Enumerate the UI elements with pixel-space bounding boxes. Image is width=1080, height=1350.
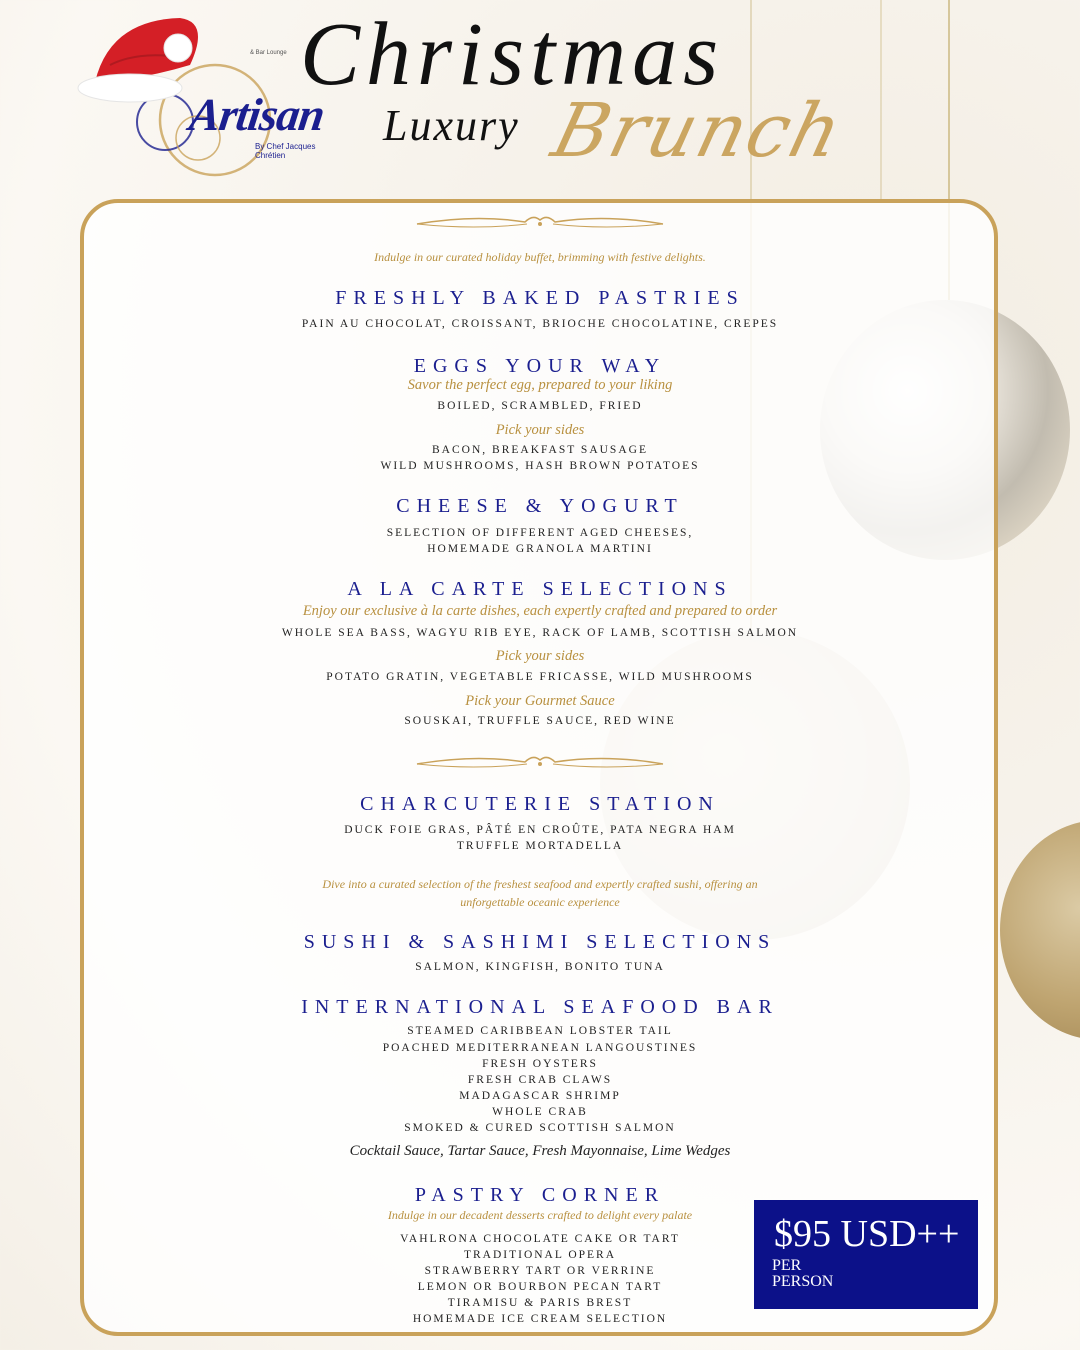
ornament-string	[880, 0, 882, 200]
pastry-description: Indulge in our decadent desserts crafted to delight every palate	[387, 1208, 693, 1222]
charcuterie-items-line1: DUCK FOIE GRAS, PÂTÉ EN CROÛTE, PATA NEGRA HAM	[344, 824, 736, 836]
seafood-intro-line1: Dive into a curated selection of the freshest seafood and expertly crafted sushi, offering an	[322, 877, 758, 891]
pastry-item: VAHLRONA CHOCOLATE CAKE OR TART	[400, 1233, 680, 1245]
pastry-item: TRADITIONAL OPERA	[463, 1249, 617, 1261]
alacarte-sides: POTATO GRATIN, VEGETABLE FRICASSE, WILD MUSHROOMS	[326, 671, 754, 683]
price-per-person	[772, 1258, 833, 1290]
seafood-item: SMOKED & CURED SCOTTISH SALMON	[404, 1122, 676, 1134]
title-christmas: Christmas	[300, 5, 725, 104]
section-title-pastry: PASTRY CORNER	[414, 1184, 666, 1206]
alacarte-sides-label: Pick your sides	[495, 648, 585, 664]
eggs-description: Savor the perfect egg, prepared to your liking	[407, 377, 673, 393]
seafood-item: POACHED MEDITERRANEAN LANGOUSTINES	[382, 1042, 698, 1054]
seafood-item: FRESH OYSTERS	[482, 1058, 598, 1070]
alacarte-sauces: SOUSKAI, TRUFFLE SAUCE, RED WINE	[404, 715, 676, 727]
title-brunch: Brunch	[544, 88, 852, 174]
seafood-item: FRESH CRAB CLAWS	[467, 1074, 613, 1086]
pastry-item: LEMON OR BOURBON PECAN TART	[417, 1281, 663, 1293]
pastries-items: PAIN AU CHOCOLAT, CROISSANT, BRIOCHE CHOCOLATINE, CREPES	[301, 318, 779, 330]
logo-subtitle: By Chef Jacques Chrétien	[255, 142, 316, 160]
logo-top-text: & Bar Lounge	[250, 50, 287, 56]
section-title-pastries: FRESHLY BAKED PASTRIES	[335, 287, 745, 309]
intro-text: Indulge in our curated holiday buffet, brimming with festive delights.	[374, 250, 706, 264]
section-title-sushi: SUSHI & SASHIMI SELECTIONS	[303, 931, 777, 953]
charcuterie-items-line2: TRUFFLE MORTADELLA	[456, 840, 624, 852]
price-amount: $95 USD++	[774, 1213, 960, 1255]
price-badge	[754, 1200, 978, 1309]
price-per-label: PER	[772, 1257, 802, 1274]
alacarte-sauce-label: Pick your Gourmet Sauce	[465, 693, 615, 709]
section-title-cheese: CHEESE & YOGURT	[396, 495, 684, 517]
flourish-divider-icon	[415, 752, 665, 772]
section-title-eggs: EGGS YOUR WAY	[413, 355, 667, 377]
eggs-sides-line1: BACON, BREAKFAST SAUSAGE	[432, 444, 648, 456]
seafood-item: STEAMED CARIBBEAN LOBSTER TAIL	[407, 1025, 673, 1037]
price-person-label: PERSON	[772, 1273, 834, 1290]
seafood-item: WHOLE CRAB	[492, 1106, 588, 1118]
section-title-seafood: INTERNATIONAL SEAFOOD BAR	[301, 996, 779, 1018]
logo-script-text: Artisan	[186, 89, 328, 140]
pastry-item: HOMEMADE ICE CREAM SELECTION	[412, 1313, 668, 1325]
eggs-sides-line2: WILD MUSHROOMS, HASH BROWN POTATOES	[380, 460, 700, 472]
alacarte-description: Enjoy our exclusive à la carte dishes, each expertly crafted and prepared to order	[302, 603, 778, 619]
eggs-items: BOILED, SCRAMBLED, FRIED	[437, 400, 643, 412]
seafood-intro-line2: unforgettable oceanic experience	[460, 895, 620, 909]
section-title-charcuterie: CHARCUTERIE STATION	[360, 793, 720, 815]
pastry-item: TIRAMISU & PARIS BREST	[447, 1297, 633, 1309]
eggs-sides-label: Pick your sides	[495, 422, 585, 438]
pastry-item: STRAWBERRY TART OR VERRINE	[424, 1265, 656, 1277]
seafood-sauces: Cocktail Sauce, Tartar Sauce, Fresh Mayonnaise, Lime Wedges	[349, 1143, 731, 1159]
seafood-item: MADAGASCAR SHRIMP	[459, 1090, 621, 1102]
title-luxury: Luxury	[383, 101, 520, 150]
cheese-items-line2: HOMEMADE GRANOLA MARTINI	[427, 543, 653, 555]
flourish-divider-icon	[415, 212, 665, 232]
section-title-alacarte: A LA CARTE SELECTIONS	[347, 578, 733, 600]
sushi-items: SALMON, KINGFISH, BONITO TUNA	[415, 961, 665, 973]
alacarte-items: WHOLE SEA BASS, WAGYU RIB EYE, RACK OF LAMB, SCOTTISH SALMON	[281, 627, 799, 639]
cheese-items-line1: SELECTION OF DIFFERENT AGED CHEESES,	[386, 527, 694, 539]
